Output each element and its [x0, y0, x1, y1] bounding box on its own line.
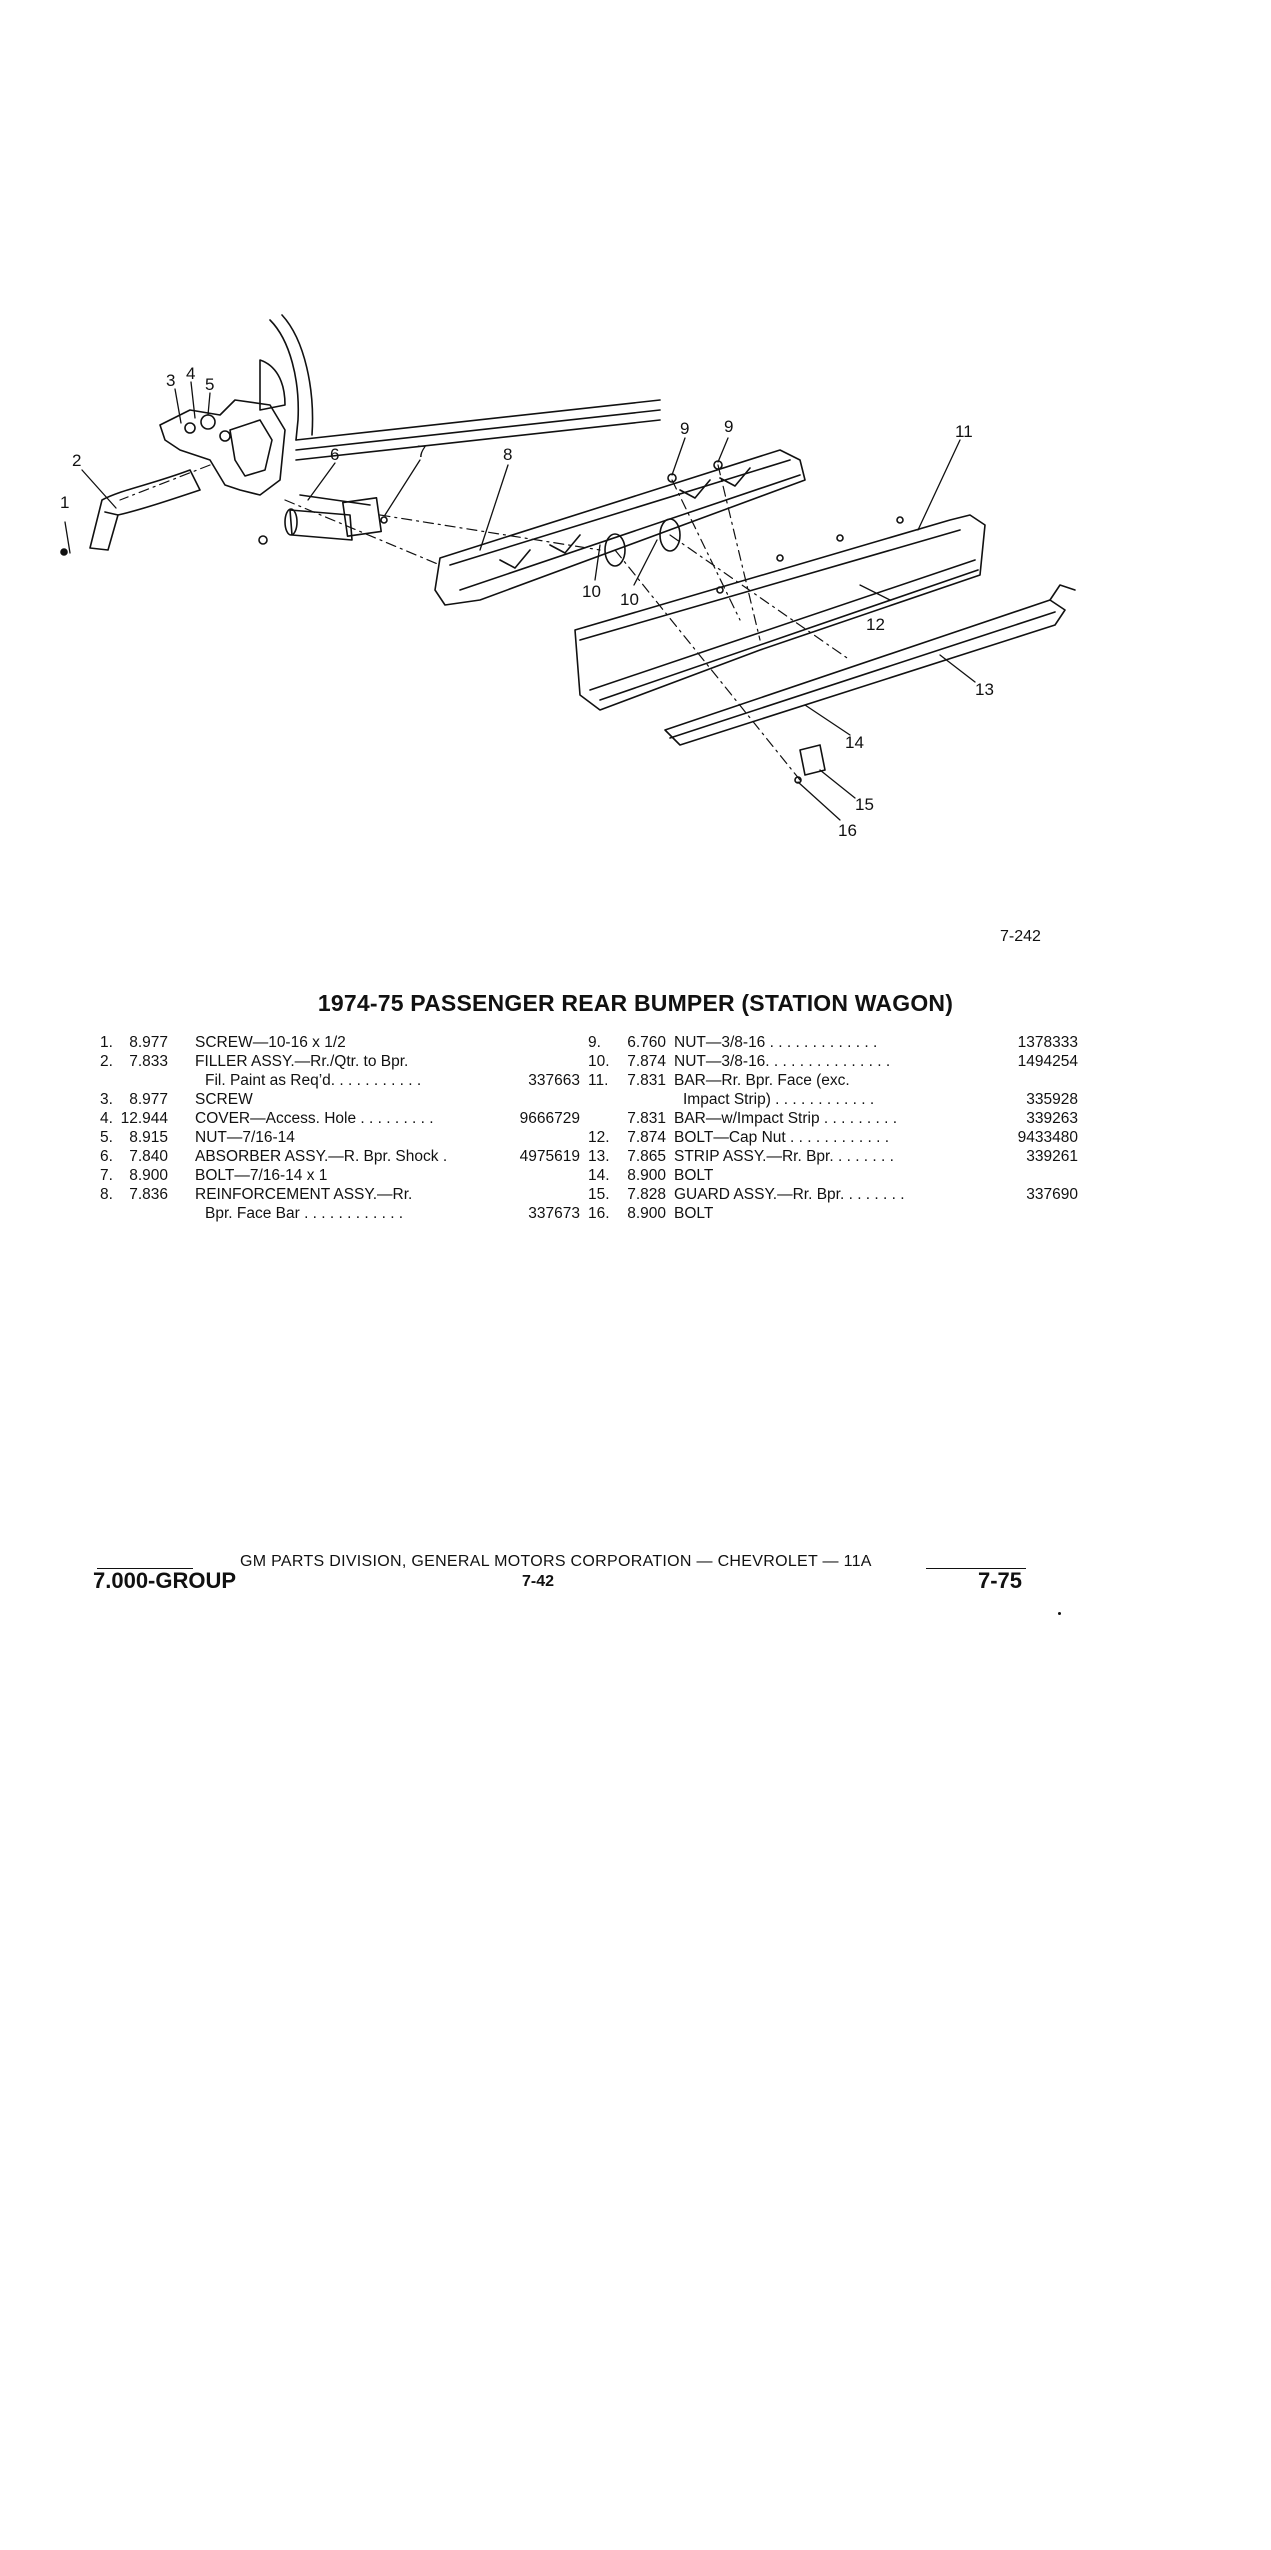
group-number: 7.828	[627, 1186, 666, 1203]
part-number: 339261	[1026, 1148, 1078, 1165]
group-number: 7.836	[129, 1186, 168, 1203]
face-bar-drawing	[575, 515, 985, 710]
item-number: 13.	[588, 1148, 610, 1165]
shock-absorber-drawing	[259, 495, 387, 544]
callout-3: 3	[166, 371, 176, 390]
part-number: 9666729	[519, 1110, 580, 1127]
part-description: NUT—3/8-16 . . . . . . . . . . . . .	[674, 1034, 878, 1051]
item-number: 10.	[588, 1053, 610, 1070]
part-number: 1378333	[1017, 1034, 1078, 1051]
part-description: STRIP ASSY.—Rr. Bpr. . . . . . . .	[674, 1148, 894, 1165]
item-number: 3.	[100, 1091, 113, 1108]
callout-8: 8	[503, 445, 513, 464]
part-description: BOLT—7/16-14 x 1	[195, 1167, 328, 1184]
part-description: Bpr. Face Bar . . . . . . . . . . . .	[205, 1205, 404, 1222]
page-title: 1974-75 PASSENGER REAR BUMPER (STATION WAGON)	[317, 990, 954, 1016]
footer-company: GM PARTS DIVISION, GENERAL MOTORS CORPORATION — CHEVROLET — 11A	[240, 1553, 872, 1570]
item-number: 12.	[588, 1129, 610, 1146]
callout-12: 12	[866, 615, 885, 634]
parts-list-left	[100, 1034, 580, 1224]
parts-row	[588, 1167, 1078, 1186]
group-number: 7.874	[627, 1053, 666, 1070]
footer-group: 7.000-GROUP	[93, 1568, 237, 1593]
callout-14: 14	[845, 733, 864, 752]
callout-10b: 10	[620, 590, 639, 609]
exploded-view-illustration	[60, 300, 1110, 860]
part-description: BOLT—Cap Nut . . . . . . . . . . . .	[674, 1129, 890, 1146]
part-number: 337673	[528, 1205, 580, 1222]
item-number: 9.	[588, 1034, 601, 1051]
item-number: 6.	[100, 1148, 113, 1165]
part-number: 4975619	[519, 1148, 580, 1165]
group-number: 12.944	[120, 1110, 168, 1127]
callout-16: 16	[838, 821, 857, 840]
parts-list-right	[588, 1034, 1078, 1224]
item-number: 15.	[588, 1186, 610, 1203]
group-number: 8.900	[627, 1167, 666, 1184]
group-number: 8.900	[627, 1205, 666, 1222]
parts-row	[588, 1186, 1078, 1205]
impact-strip-drawing	[665, 585, 1075, 745]
reinforcement-drawing	[435, 450, 805, 605]
part-number: 337663	[528, 1072, 580, 1089]
part-description: Fil. Paint as Req’d. . . . . . . . . . .	[205, 1072, 422, 1089]
part-description: FILLER ASSY.—Rr./Qtr. to Bpr.	[195, 1053, 409, 1070]
parts-row	[100, 1072, 580, 1091]
callout-1: 1	[60, 493, 70, 512]
parts-row	[100, 1148, 580, 1167]
part-description: BAR—w/Impact Strip . . . . . . . . .	[674, 1110, 898, 1127]
group-number: 8.977	[129, 1034, 168, 1051]
parts-row	[588, 1053, 1078, 1072]
part-number: 1494254	[1017, 1053, 1078, 1070]
part-description: SCREW	[195, 1091, 253, 1108]
parts-row	[100, 1129, 580, 1148]
group-number: 8.915	[129, 1129, 168, 1146]
parts-row	[588, 1148, 1078, 1167]
group-number: 7.831	[627, 1072, 666, 1089]
group-number: 8.977	[129, 1091, 168, 1108]
stray-mark	[1058, 1612, 1061, 1615]
parts-row	[588, 1205, 1078, 1224]
part-description: GUARD ASSY.—Rr. Bpr. . . . . . . .	[674, 1186, 905, 1203]
footer-page-number: 7-42	[522, 1573, 555, 1590]
part-description: BAR—Rr. Bpr. Face (exc.	[674, 1072, 850, 1089]
callout-9b: 9	[724, 417, 734, 436]
part-description: SCREW—10-16 x 1/2	[195, 1034, 346, 1051]
part-number: 339263	[1026, 1110, 1078, 1127]
callout-7: 7	[417, 442, 427, 461]
parts-row	[588, 1110, 1078, 1129]
guard-drawing	[795, 745, 825, 783]
figure-number: 7-242	[1000, 928, 1041, 945]
part-description: NUT—3/8-16. . . . . . . . . . . . . . .	[674, 1053, 891, 1070]
item-number: 8.	[100, 1186, 113, 1203]
part-number: 335928	[1026, 1091, 1078, 1108]
quarter-panel-drawing	[160, 315, 660, 495]
callout-13: 13	[975, 680, 994, 699]
part-description: REINFORCEMENT ASSY.—Rr.	[195, 1186, 413, 1203]
parts-row	[100, 1167, 580, 1186]
group-number: 8.900	[129, 1167, 168, 1184]
group-number: 7.874	[627, 1129, 666, 1146]
part-description: Impact Strip) . . . . . . . . . . . .	[683, 1091, 875, 1108]
group-number: 7.865	[627, 1148, 666, 1165]
parts-row	[100, 1034, 580, 1053]
item-number: 1.	[100, 1034, 113, 1051]
part-description: COVER—Access. Hole . . . . . . . . .	[195, 1110, 434, 1127]
callout-5: 5	[205, 375, 215, 394]
callout-15: 15	[855, 795, 874, 814]
item-number: 2.	[100, 1053, 113, 1070]
parts-row	[100, 1205, 580, 1224]
callout-10a: 10	[582, 582, 601, 601]
callout-2: 2	[72, 451, 82, 470]
group-number: 7.833	[129, 1053, 168, 1070]
item-number: 16.	[588, 1205, 610, 1222]
group-number: 6.760	[627, 1034, 666, 1051]
filler-drawing	[61, 470, 200, 555]
group-number: 7.840	[129, 1148, 168, 1165]
callout-11: 11	[955, 422, 973, 441]
item-number: 14.	[588, 1167, 610, 1184]
parts-row	[588, 1091, 1078, 1110]
part-description: BOLT	[674, 1205, 714, 1222]
footer-section-number: 7-75	[978, 1568, 1023, 1593]
item-number: 5.	[100, 1129, 113, 1146]
item-number: 4.	[100, 1110, 113, 1127]
group-number: 7.831	[627, 1110, 666, 1127]
item-number: 11.	[588, 1072, 609, 1089]
parts-row	[588, 1129, 1078, 1148]
callout-6: 6	[330, 445, 340, 464]
parts-row	[588, 1072, 1078, 1091]
parts-row	[100, 1053, 580, 1072]
parts-row	[100, 1186, 580, 1205]
part-description: ABSORBER ASSY.—R. Bpr. Shock .	[195, 1148, 448, 1165]
part-number: 9433480	[1017, 1129, 1078, 1146]
leader-lines	[65, 382, 975, 820]
parts-row	[100, 1091, 580, 1110]
part-description: NUT—7/16-14	[195, 1129, 295, 1146]
parts-row	[100, 1110, 580, 1129]
part-description: BOLT	[674, 1167, 714, 1184]
assembly-lines	[120, 465, 850, 780]
item-number: 7.	[100, 1167, 113, 1184]
callout-4: 4	[186, 364, 196, 383]
parts-row	[588, 1034, 1078, 1053]
callout-9a: 9	[680, 419, 690, 438]
part-number: 337690	[1026, 1186, 1078, 1203]
